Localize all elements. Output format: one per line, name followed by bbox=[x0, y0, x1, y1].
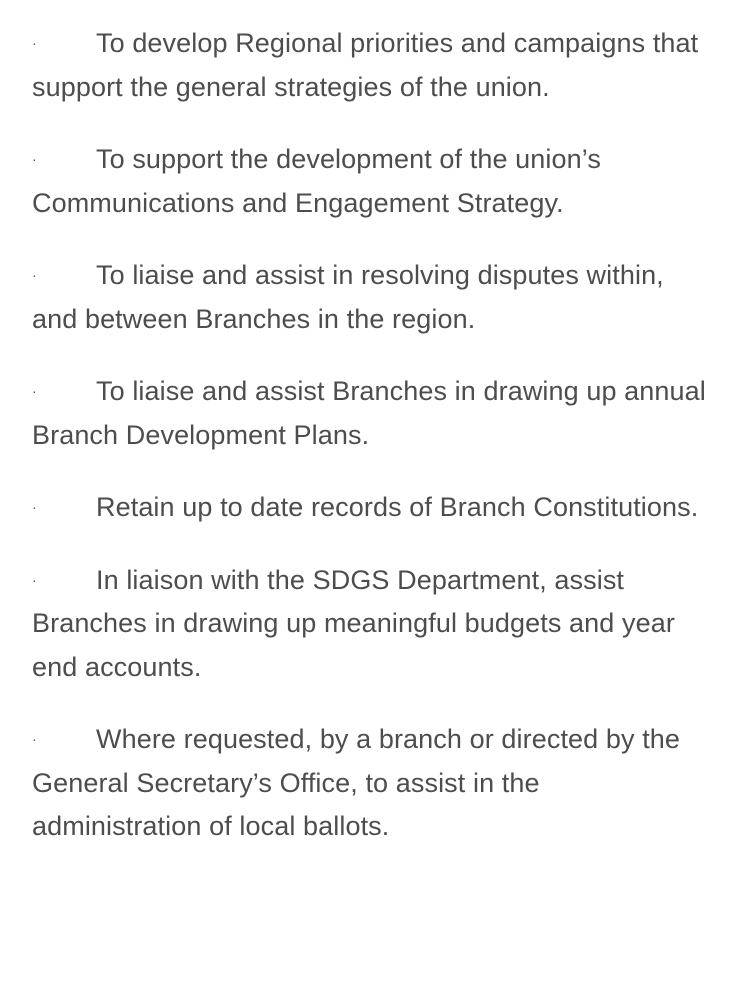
bullet-item-7 bbox=[32, 718, 712, 849]
bullet-dot: · bbox=[32, 499, 37, 515]
bullet-item-4 bbox=[32, 370, 712, 457]
bullet-text: Retain up to date records of Branch Constitutions. bbox=[96, 492, 699, 522]
bullet-item-6 bbox=[32, 559, 712, 690]
bullet-dot: · bbox=[32, 267, 37, 283]
bullet-text: To liaise and assist in resolving disputes within, and between Branches in the region. bbox=[32, 260, 664, 334]
bullet-text: To support the development of the union’s Communications and Engagement Strategy. bbox=[32, 144, 601, 218]
bullet-item-2 bbox=[32, 138, 712, 225]
bullet-item-1 bbox=[32, 22, 712, 109]
bullet-text: To liaise and assist Branches in drawing up annual Branch Development Plans. bbox=[32, 376, 706, 450]
bullet-text: Where requested, by a branch or directed by the General Secretary’s Office, to assist in the administration of local ballots. bbox=[32, 724, 681, 841]
bullet-text: To develop Regional priorities and campaigns that support the general strategies of the union. bbox=[32, 28, 699, 102]
bullet-item-3 bbox=[32, 254, 712, 341]
document-body bbox=[32, 22, 712, 878]
bullet-dot: · bbox=[32, 151, 37, 167]
bullet-dot: · bbox=[32, 571, 37, 588]
bullet-dot: · bbox=[32, 383, 37, 399]
bullet-text: In liaison with the SDGS Department, assist Branches in drawing up meaningful budgets and year end accounts. bbox=[32, 564, 675, 682]
bullet-item-5 bbox=[32, 486, 712, 530]
bullet-dot: · bbox=[32, 731, 37, 747]
bullet-dot: · bbox=[32, 35, 37, 51]
